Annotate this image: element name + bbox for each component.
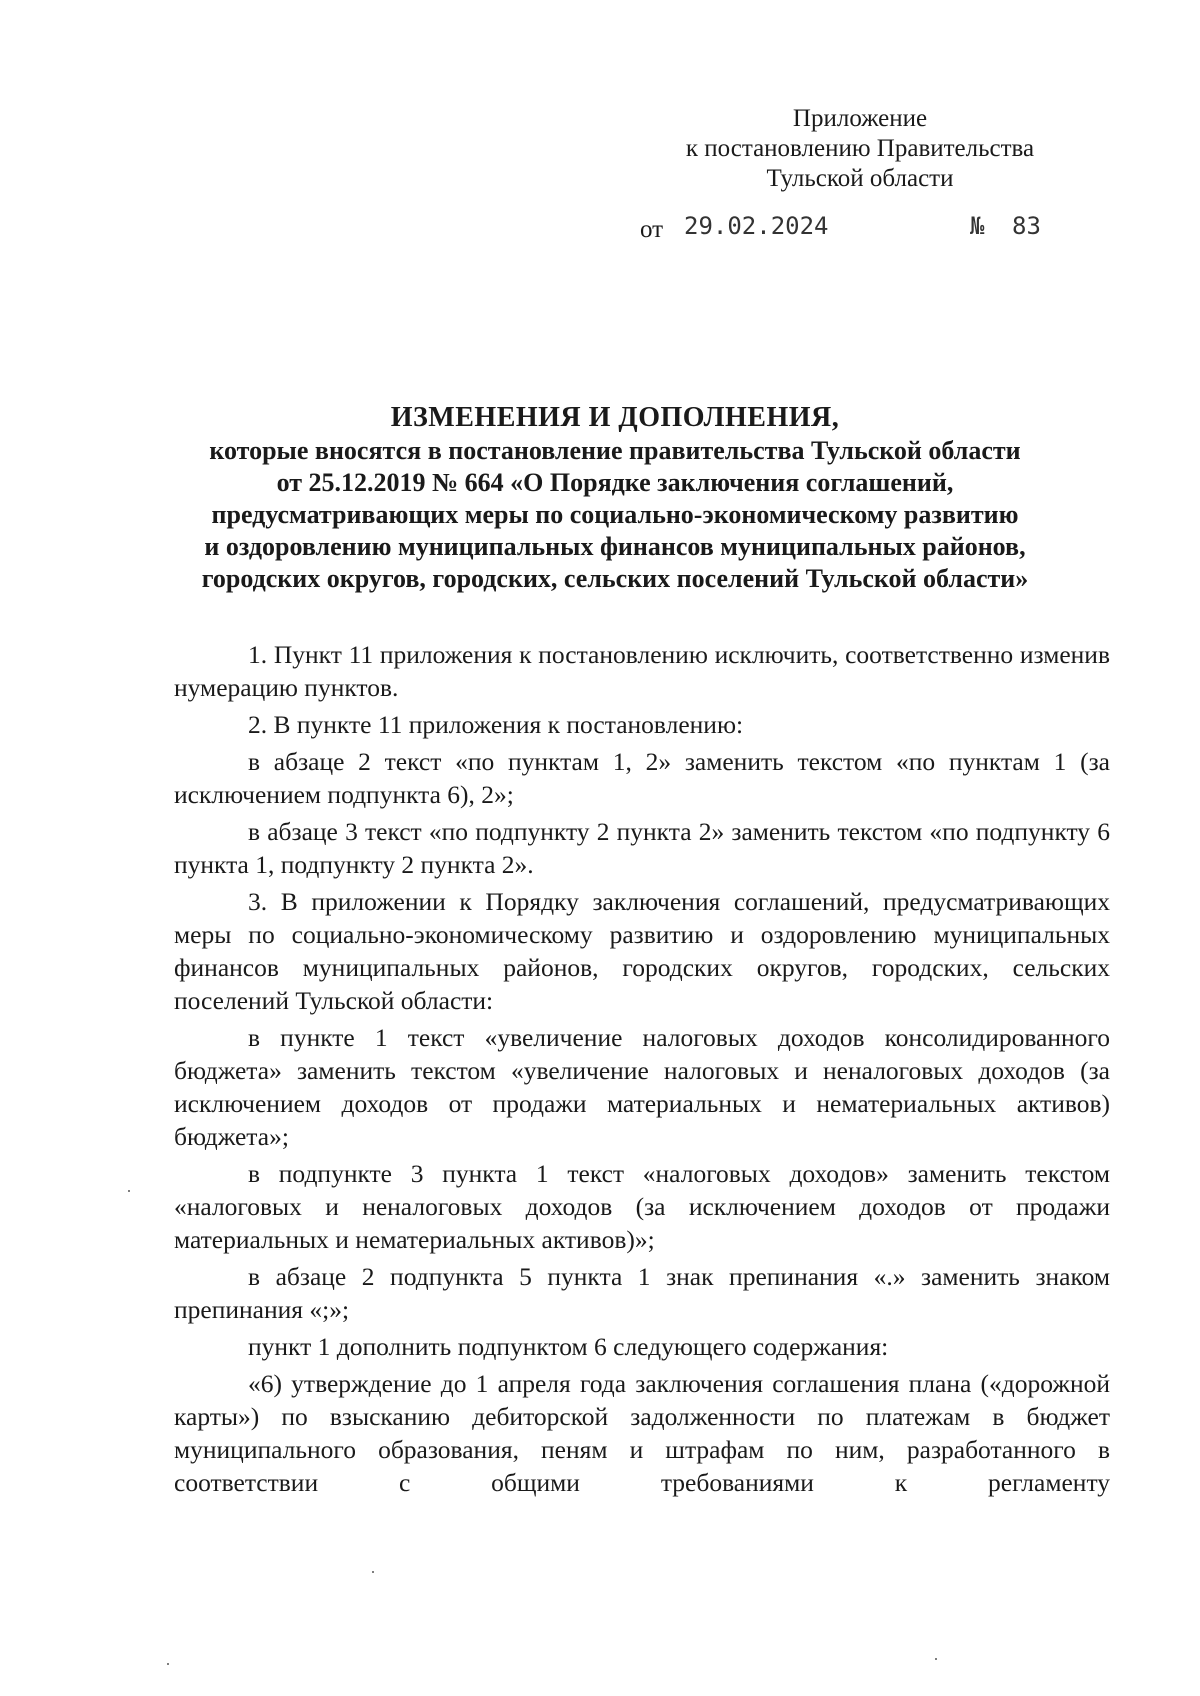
title-line-4: и оздоровлению муниципальных финансов муниципальных районов, — [204, 532, 1026, 561]
title-line-5: городских округов, городских, сельских поселений Тульской области» — [201, 564, 1029, 593]
paragraph-10: «6) утверждение до 1 апреля года заключения соглашения плана («дорожной карты») по взысканию дебиторской задолженности по платежам в бюджет муниципального образования, пеням и штрафам по ним, разработанного в соответствии с общими требованиями к регламенту — [174, 1369, 1110, 1497]
date-prefix: от — [640, 216, 664, 243]
title-line-3: предусматривающих меры по социально-экономическому развитию — [211, 500, 1019, 529]
document-body — [174, 638, 1110, 1503]
date-number-line — [640, 212, 1060, 246]
scan-speck — [167, 1663, 169, 1665]
document-date: 29.02.2024 — [684, 212, 829, 240]
header-line-1: Приложение — [792, 105, 928, 132]
scan-speck — [372, 1571, 374, 1573]
title-main: ИЗМЕНЕНИЯ И ДОПОЛНЕНИЯ, — [390, 402, 840, 433]
title-line-1: которые вносятся в постановление правительства Тульской области — [209, 436, 1021, 465]
paragraph-9: пункт 1 дополнить подпунктом 6 следующего содержания: — [248, 1332, 889, 1361]
header-line-3: Тульской области — [766, 165, 954, 192]
scan-speck — [128, 1190, 130, 1192]
paragraph-3: в абзаце 2 текст «по пунктам 1, 2» заменить текстом «по пунктам 1 (за исключением подпункта 6), 2»; — [174, 747, 1110, 809]
scan-speck — [935, 1658, 937, 1660]
paragraph-4: в абзаце 3 текст «по подпункту 2 пункта 2» заменить текстом «по подпункту 6 пункта 1, подпункту 2 пункта 2». — [174, 817, 1110, 879]
paragraph-2: 2. В пункте 11 приложения к постановлению: — [248, 710, 744, 739]
document-title — [150, 402, 1080, 595]
number-sign: № — [970, 212, 985, 240]
document-number: 83 — [1012, 212, 1041, 240]
paragraph-1: 1. Пункт 11 приложения к постановлению исключить, соответственно изменив нумерацию пунктов. — [174, 640, 1110, 702]
paragraph-6: в пункте 1 текст «увеличение налоговых доходов консолидированного бюджета» заменить текстом «увеличение налоговых и неналоговых доходов (за исключением доходов от продажи материальных и нематериальных активов) бюджета»; — [174, 1023, 1110, 1151]
title-line-2: от 25.12.2019 № 664 «О Порядке заключения соглашений, — [276, 468, 954, 497]
appendix-header — [640, 104, 1080, 194]
paragraph-5: 3. В приложении к Порядку заключения соглашений, предусматривающих меры по социально-экономическому развитию и оздоровлению муниципальных финансов муниципальных районов, городских округов, городских, сельских поселений Тульской области: — [174, 887, 1110, 1015]
paragraph-8: в абзаце 2 подпункта 5 пункта 1 знак препинания «.» заменить знаком препинания «;»; — [174, 1262, 1110, 1324]
paragraph-7: в подпункте 3 пункта 1 текст «налоговых доходов» заменить текстом «налоговых и неналоговых доходов (за исключением доходов от продажи материальных и нематериальных активов)»; — [174, 1159, 1110, 1254]
header-line-2: к постановлению Правительства — [685, 135, 1035, 162]
